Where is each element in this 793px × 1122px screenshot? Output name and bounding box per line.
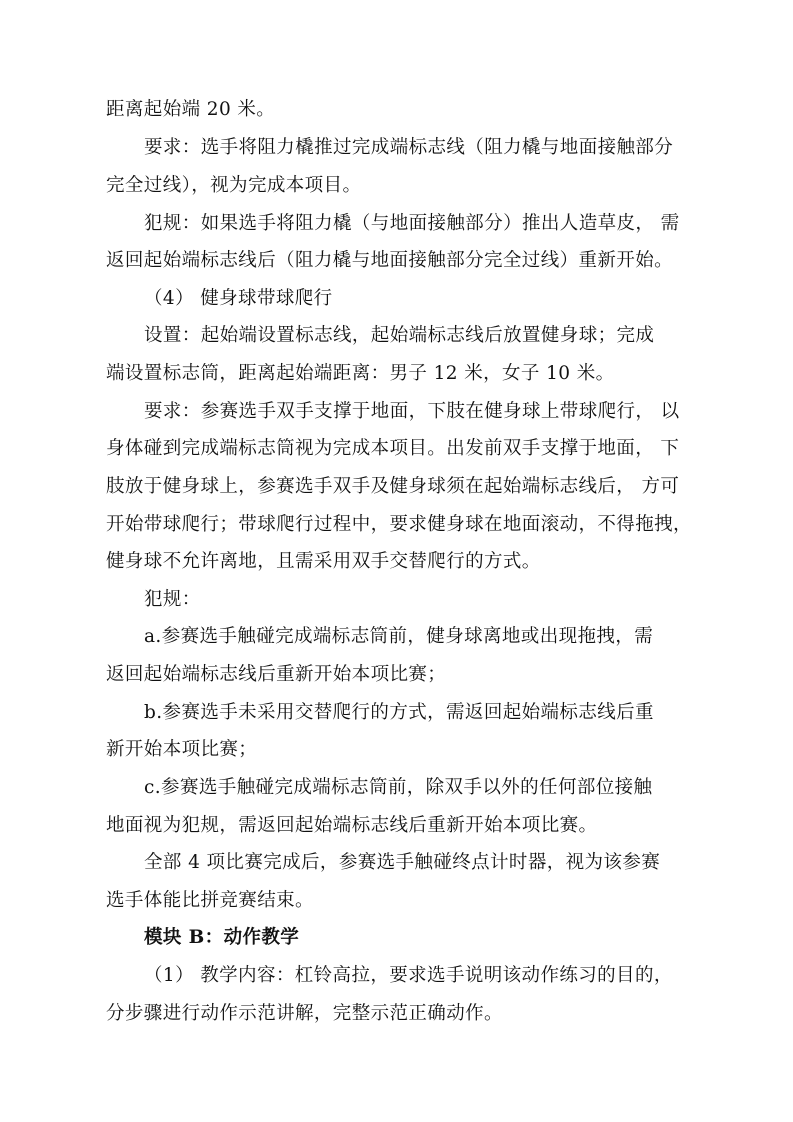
text-line: 端设置标志筒，距离起始端距离：男子 12 米，女子 10 米。: [106, 363, 615, 384]
text-line: （1） 教学内容：杠铃高拉，要求选手说明该动作练习的目的，: [144, 965, 673, 986]
text-line: 犯规：如果选手将阻力橇（与地面接触部分）推出人造草皮， 需: [144, 213, 680, 234]
text-line: 新开始本项比赛；: [106, 739, 258, 760]
text-line: 开始带球爬行；带球爬行过程中，要求健身球在地面滚动，不得拖拽，: [106, 514, 692, 535]
text-line: 分步骤进行动作示范讲解，完整示范正确动作。: [106, 1003, 503, 1024]
text-line: 返回起始端标志线后重新开始本项比赛；: [106, 664, 447, 685]
text-line: 肢放于健身球上，参赛选手双手及健身球须在起始端标志线后， 方可: [106, 476, 680, 497]
text-line: 完全过线），视为完成本项目。: [106, 175, 362, 196]
text-line: 要求：参赛选手双手支撑于地面，下肢在健身球上带球爬行， 以: [144, 401, 680, 422]
text-line: c.参赛选手触碰完成端标志筒前，除双手以外的任何部位接触: [144, 777, 653, 798]
text-line: 健身球不允许离地，且需采用双手交替爬行的方式。: [106, 551, 541, 572]
text-line: 身体碰到完成端标志筒视为完成本项目。出发前双手支撑于地面， 下: [106, 438, 680, 459]
text-line: 选手体能比拼竞赛结束。: [106, 890, 314, 911]
text-line: 全部 4 项比赛完成后，参赛选手触碰终点计时器，视为该参赛: [144, 852, 661, 873]
text-line: 返回起始端标志线后（阻力橇与地面接触部分完全过线）重新开始。: [106, 250, 674, 271]
text-line: 犯规：: [144, 589, 201, 610]
text-line: 设置：起始端设置标志线，起始端标志线后放置健身球；完成: [144, 325, 655, 346]
module-heading: 模块 B：动作教学: [144, 927, 300, 948]
text-line: 距离起始端 20 米。: [106, 99, 276, 120]
text-line: b.参赛选手未采用交替爬行的方式，需返回起始端标志线后重: [144, 702, 654, 723]
text-line: a.参赛选手触碰完成端标志筒前，健身球离地或出现拖拽，需: [144, 626, 654, 647]
text-line: 地面视为犯规，需返回起始端标志线后重新开始本项比赛。: [106, 815, 598, 836]
text-line: 要求：选手将阻力橇推过完成端标志线（阻力橇与地面接触部分: [144, 137, 674, 158]
section-heading: （4） 健身球带球爬行: [144, 288, 333, 309]
